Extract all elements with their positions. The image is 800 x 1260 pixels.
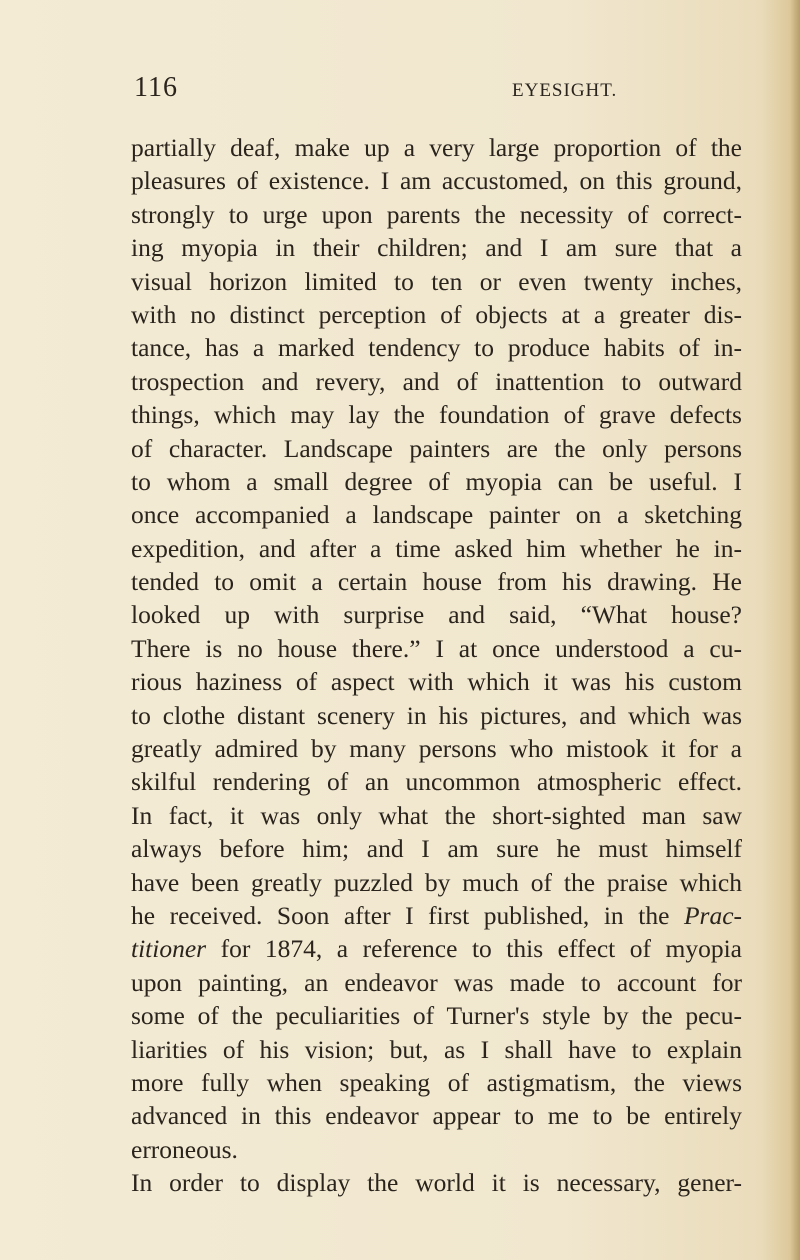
text-line: looked up with surprise and said, “What house? [131, 600, 742, 630]
text-line: more fully when speaking of astigmatism, the views [131, 1067, 742, 1097]
text-line: with no distinct perception of objects at a greater dis- [131, 299, 742, 329]
text-line: partially deaf, make up a very large proportion of the [131, 133, 742, 162]
page-header [132, 72, 734, 106]
text-line: visual horizon limited to ten or even twenty inches, [131, 266, 742, 296]
text-line: always before him; and I am sure he must himself [131, 834, 742, 864]
text-line: upon painting, an endeavor was made to account for [131, 967, 742, 997]
text-line: tended to omit a certain house from his drawing. He [131, 567, 742, 597]
page-edge-shadow [790, 0, 800, 1260]
text-line: In fact, it was only what the short-sighted man saw [131, 800, 742, 830]
running-head: EYESIGHT. [512, 80, 618, 101]
body-text [131, 131, 742, 1200]
text-line: to clothe distant scenery in his pictures, and which was [131, 700, 742, 730]
text-line: trospection and revery, and of inattention to outward [131, 366, 742, 396]
text-line: expedition, and after a time asked him whether he in- [131, 533, 742, 563]
text-line: pleasures of existence. I am accustomed, on this ground, [131, 166, 742, 196]
text-fragment: he received. Soon after I first published, in the [131, 900, 670, 930]
text-line: rious haziness of aspect with which it was his custom [131, 667, 742, 697]
italic-title-fragment: Prac- [683, 900, 742, 930]
text-line: In order to display the world it is necessary, gener- [131, 1168, 742, 1198]
italic-title-fragment: titioner [131, 934, 207, 964]
text-line: advanced in this endeavor appear to me to be entirely [131, 1101, 742, 1131]
text-fragment: for 1874, a reference to this effect of myopia [220, 934, 743, 964]
text-line: skilful rendering of an uncommon atmospheric effect. [131, 767, 742, 797]
text-line: strongly to urge upon parents the necessity of correct- [131, 199, 742, 229]
page-number: 116 [134, 72, 178, 103]
text-line: to whom a small degree of myopia can be useful. I [131, 466, 742, 496]
text-line: once accompanied a landscape painter on a sketching [131, 500, 742, 530]
text-line: erroneous. [131, 1134, 238, 1164]
text-line: There is no house there.” I at once understood a cu- [131, 633, 742, 663]
text-line: some of the peculiarities of Turner's style by the pecu- [131, 1001, 742, 1031]
text-line: of character. Landscape painters are the only persons [131, 433, 742, 463]
text-line: greatly admired by many persons who mistook it for a [131, 734, 742, 764]
text-line-with-italic [131, 899, 742, 932]
text-line-with-italic [131, 932, 742, 965]
text-line: have been greatly puzzled by much of the praise which [131, 867, 742, 897]
text-line: ing myopia in their children; and I am sure that a [131, 233, 742, 263]
text-line: liarities of his vision; but, as I shall have to explain [131, 1034, 742, 1064]
text-line: tance, has a marked tendency to produce habits of in- [131, 333, 742, 363]
text-line: things, which may lay the foundation of grave defects [131, 400, 742, 430]
